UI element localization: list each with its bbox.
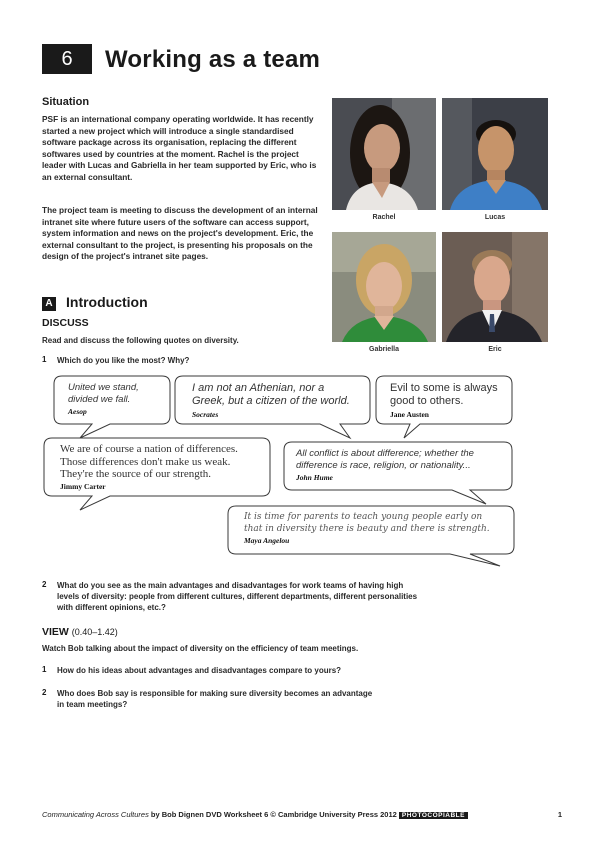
question-2-line: levels of diversity: people from different cultures, different departments, different personalities: [57, 592, 418, 601]
discuss-instruction: Read and discuss the following quotes on diversity.: [42, 336, 239, 345]
caption-gabriella: Gabriella: [369, 346, 399, 353]
quote-line: United we stand,: [68, 382, 139, 393]
quote-author: John Hume: [296, 473, 333, 482]
section-title: Introduction: [66, 294, 148, 310]
quote-austen: [390, 382, 498, 421]
quote-line: difference is race, religion, or nationality...: [296, 460, 471, 471]
quote-author: Jimmy Carter: [60, 481, 106, 491]
footer-credit: by Bob Dignen DVD Worksheet 6 © Cambridge University Press 2012: [148, 810, 399, 819]
page-number: 1: [557, 810, 562, 819]
quote-aesop: [68, 382, 139, 418]
quote-angelou: [244, 511, 490, 547]
quote-author: Jane Austen: [390, 410, 429, 419]
quote-author: Aesop: [68, 407, 87, 416]
page-title: Working as a team: [105, 46, 321, 73]
view-question-2-line: in team meetings?: [57, 700, 128, 709]
caption-rachel: Rachel: [372, 214, 396, 221]
quote-line: good to others.: [390, 395, 464, 407]
view-instruction: Watch Bob talking about the impact of diversity on the efficiency of team meetings.: [42, 644, 359, 653]
question-number: 1: [42, 665, 47, 674]
quote-line: They're the source of our strength.: [60, 468, 212, 480]
situation-paragraph-2: The project team is meeting to discuss the development of an internal intranet site where future users of the software can access support, system information and news on the project's development. Eric, the external consultant to the project, is presenting his proposals on the design of the project's intranet site pages.: [42, 205, 318, 262]
unit-number-badge: 6: [42, 44, 92, 74]
quote-author: Maya Angelou: [244, 536, 290, 545]
quote-line: Those differences don't make us weak.: [60, 455, 231, 468]
quote-socrates: [192, 382, 350, 421]
view-time-range: (0.40–1.42): [71, 627, 118, 637]
footer-book-title: Communicating Across Cultures: [42, 810, 149, 819]
view-heading-label: VIEW: [42, 626, 69, 638]
view-heading: [42, 626, 118, 638]
quote-hume: [296, 448, 474, 484]
discuss-heading: DISCUSS: [42, 317, 89, 329]
view-question-1: How do his ideas about advantages and disadvantages compare to yours?: [57, 666, 342, 675]
question-number: 2: [42, 580, 47, 589]
photo-rachel: [332, 98, 436, 210]
quote-line: All conflict is about difference; whether the: [296, 448, 474, 459]
quote-line: that in diversity there is beauty and there is strength.: [244, 524, 490, 534]
quote-line: I am not an Athenian, nor a: [192, 382, 325, 394]
view-question-2-line: Who does Bob say is responsible for making sure diversity becomes an advantage: [57, 689, 373, 698]
quote-line: We are of course a nation of differences.: [60, 443, 238, 455]
quote-carter: [60, 443, 238, 493]
section-letter-badge: A: [42, 297, 56, 311]
question-2: [57, 580, 417, 613]
question-2-line: with different opinions, etc.?: [57, 603, 166, 612]
view-question-2: [57, 688, 372, 710]
page-footer: [42, 810, 562, 819]
photo-eric: [442, 232, 548, 342]
caption-lucas: Lucas: [484, 214, 506, 221]
question-2-line: What do you see as the main advantages and disadvantages for work teams of having high: [57, 581, 404, 590]
caption-eric: Eric: [488, 346, 502, 353]
quote-line: Greek, but a citizen of the world.: [192, 395, 350, 407]
question-number: 2: [42, 688, 47, 697]
question-1: Which do you like the most? Why?: [57, 356, 190, 365]
photo-lucas: [442, 98, 548, 210]
photo-gabriella: [332, 232, 436, 342]
quote-author: Socrates: [192, 410, 219, 419]
quote-line: divided we fall.: [68, 394, 131, 405]
photocopiable-badge: PHOTOCOPIABLE: [399, 812, 468, 819]
situation-heading: Situation: [42, 96, 90, 108]
quote-line: Evil to some is always: [390, 382, 498, 394]
situation-paragraph-1: PSF is an international company operating worldwide. It has recently started a new project which will introduce a single standardised software package across its organisation, replacing the different softwares used by countries at the moment. Rachel is the project leader with Lucas and Gabriella in her team supported by Eric, who is an external consultant.: [42, 114, 317, 182]
question-number: 1: [42, 355, 47, 364]
quote-line: It is time for parents to teach young people early on: [244, 512, 483, 522]
